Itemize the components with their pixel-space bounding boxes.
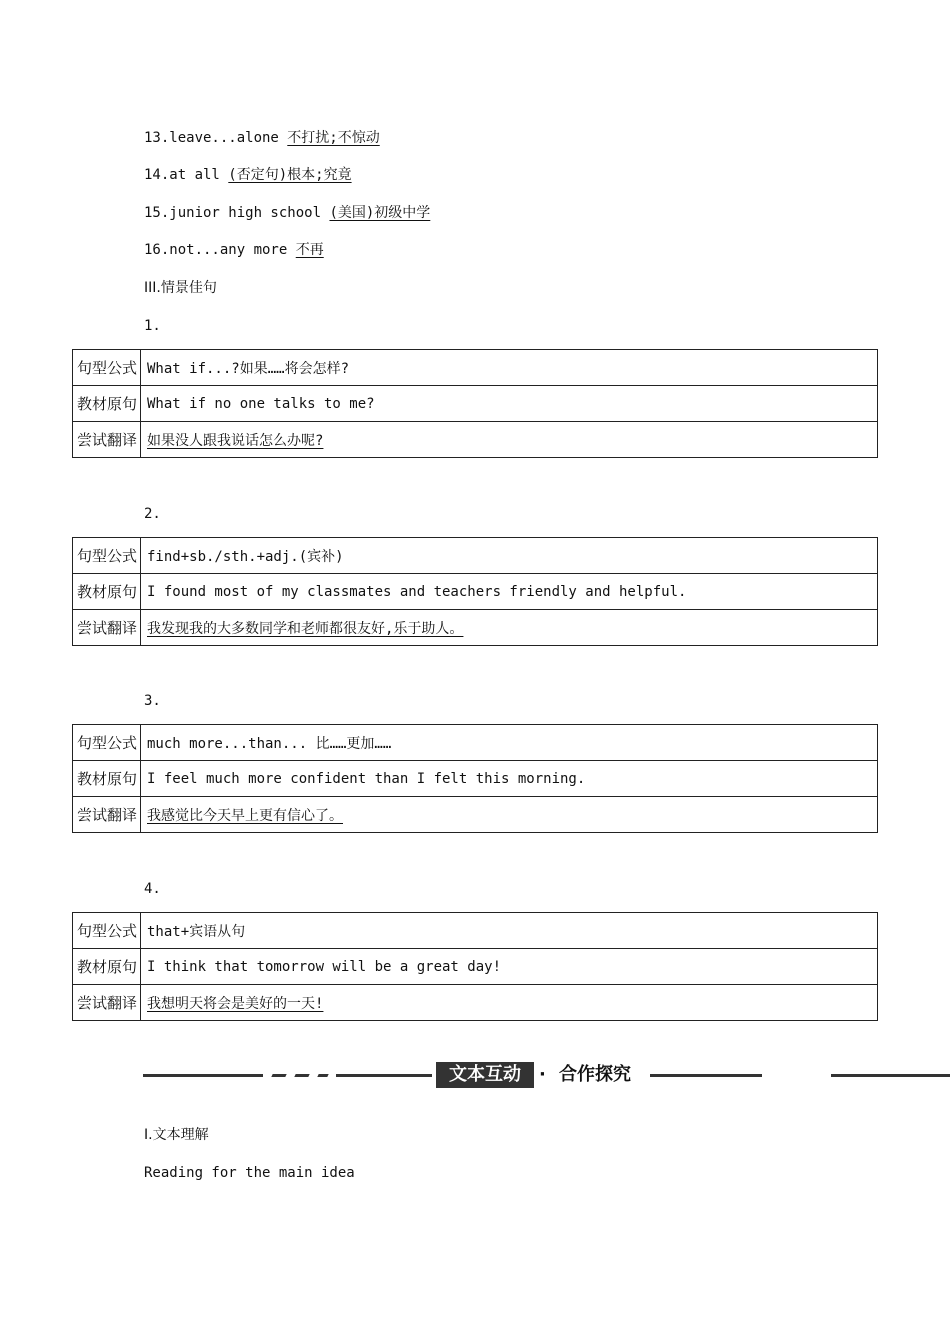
sentence-table [72,537,878,646]
sentence-number: 4. [144,881,161,897]
translation-cell [141,422,878,458]
table-row [73,422,878,458]
phrase-meaning: 不再 [295,242,324,258]
original-value: I think that tomorrow will be a great day! [141,949,878,985]
section-heading: III.情景佳句 [144,280,217,296]
phrase-english: 14.at all [144,167,220,183]
table-row [73,949,878,985]
table-row [73,538,878,574]
divider [271,1074,286,1077]
sentence-table [72,724,878,833]
translation-value: 如果没人跟我说话怎么办呢? [147,432,324,449]
original-label: 教材原句 [73,949,141,985]
section-banner-dot: · [539,1064,546,1085]
pattern-label: 句型公式 [73,913,141,949]
phrase-meaning: (否定句)根本;究竟 [228,167,352,183]
divider [294,1074,309,1077]
translation-cell [141,797,878,833]
phrase-meaning: (美国)初级中学 [329,205,431,221]
phrase-item [144,128,380,148]
divider [317,1074,328,1077]
table-row [73,574,878,610]
original-label: 教材原句 [73,574,141,610]
sentence-number: 2. [144,506,161,522]
divider [831,1074,950,1077]
table-row [73,610,878,646]
sentence-number: 3. [144,693,161,709]
section-heading: Ⅰ.文本理解 [144,1127,209,1143]
translation-value: 我想明天将会是美好的一天! [147,995,324,1012]
sentence-table [72,912,878,1021]
original-value: I found most of my classmates and teachers friendly and helpful. [141,574,878,610]
phrase-english: 15.junior high school [144,205,322,221]
phrase-english: 13.leave...alone [144,130,279,146]
sentence-table [72,349,878,458]
translation-value: 我发现我的大多数同学和老师都很友好,乐于助人。 [147,620,464,637]
translation-cell [141,985,878,1021]
pattern-value: What if...?如果……将会怎样? [141,350,878,386]
original-label: 教材原句 [73,761,141,797]
pattern-label: 句型公式 [73,350,141,386]
section-banner-highlight: 文本互动 [436,1062,534,1088]
table-row [73,761,878,797]
table-row [73,386,878,422]
section-banner [0,1058,950,1092]
translation-value: 我感觉比今天早上更有信心了。 [147,807,343,824]
original-value: What if no one talks to me? [141,386,878,422]
pattern-label: 句型公式 [73,538,141,574]
phrase-item [144,165,352,185]
divider [336,1074,432,1077]
pattern-value: much more...than... 比……更加…… [141,725,878,761]
table-row [73,913,878,949]
phrase-item [144,203,430,223]
section-banner-subtitle: 合作探究 [559,1064,631,1085]
table-row [73,985,878,1021]
original-label: 教材原句 [73,386,141,422]
phrase-meaning: 不打扰;不惊动 [287,130,380,146]
translate-label: 尝试翻译 [73,797,141,833]
reading-title: Reading for the main idea [144,1165,355,1181]
pattern-value: that+宾语从句 [141,913,878,949]
pattern-value: find+sb./sth.+adj.(宾补) [141,538,878,574]
translate-label: 尝试翻译 [73,985,141,1021]
table-row [73,797,878,833]
sentence-number: 1. [144,318,161,334]
translate-label: 尝试翻译 [73,610,141,646]
phrase-item [144,240,324,260]
divider [650,1074,762,1077]
table-row [73,350,878,386]
pattern-label: 句型公式 [73,725,141,761]
table-row [73,725,878,761]
translate-label: 尝试翻译 [73,422,141,458]
original-value: I feel much more confident than I felt this morning. [141,761,878,797]
translation-cell [141,610,878,646]
divider [143,1074,263,1077]
phrase-english: 16.not...any more [144,242,288,258]
